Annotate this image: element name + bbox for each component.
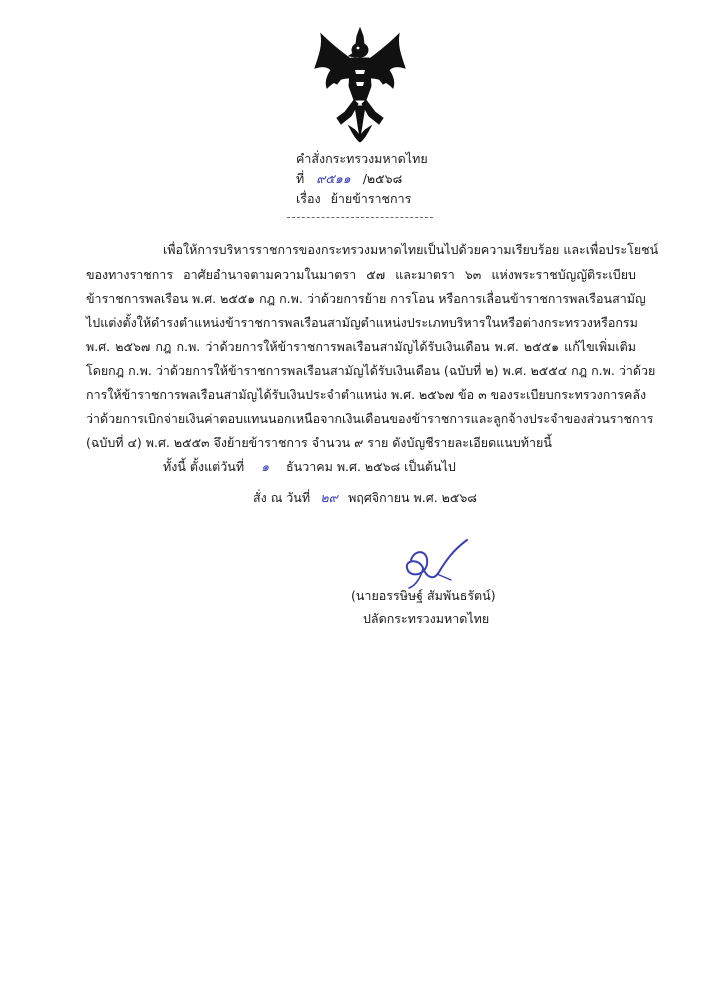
garuda-emblem-icon xyxy=(311,26,409,144)
body-line: พ.ศ. ๒๕๖๗ กฎ ก.พ. ว่าด้วยการให้ข้าราชการพลเรือนสามัญได้รับเงินเดือน พ.ศ. ๒๕๕๑ แก้ไขเพิ่มเติม xyxy=(86,339,636,354)
effective-suffix: ธันวาคม พ.ศ. ๒๕๖๘ เป็นต้นไป xyxy=(286,459,456,474)
body-line: (ฉบับที่ ๔) พ.ศ. ๒๕๕๓ จึงย้ายข้าราชการ จำนวน ๙ ราย ดังบัญชีรายละเอียดแนบท้ายนี้ xyxy=(86,435,552,450)
header-divider xyxy=(287,217,433,218)
order-number-prefix: ที่ xyxy=(296,171,305,186)
effective-date-line xyxy=(163,458,456,475)
order-title: คำสั่งกระทรวงมหาดไทย xyxy=(296,151,428,166)
order-number-suffix: /๒๕๖๘ xyxy=(362,171,403,186)
body-line: ว่าด้วยการเบิกจ่ายเงินค่าตอบแทนนอกเหนือจากเงินเดือนของข้าราชการและลูกจ้างประจำของส่วนราชการ xyxy=(86,411,654,426)
subject-label: เรื่อง xyxy=(296,191,321,206)
subject-text: ย้ายข้าราชการ xyxy=(330,191,412,206)
signature-image xyxy=(393,538,473,590)
order-number-line xyxy=(296,171,402,187)
body-line: โดยกฎ ก.พ. ว่าด้วยการให้ข้าราชการพลเรือนสามัญได้รับเงินเดือน (ฉบับที่ ๒) พ.ศ. ๒๕๕๔ กฎ ก.พ. ว่าด้วย xyxy=(86,363,656,378)
body-line: ของทางราชการ อาศัยอำนาจตามความในมาตรา ๕๗ และมาตรา ๖๓ แห่งพระราชบัญญัติระเบียบ xyxy=(86,267,636,282)
effective-day-handwritten: ๑ xyxy=(261,459,270,474)
body-line: เพื่อให้การบริหารราชการของกระทรวงมหาดไทยเป็นไปด้วยความเรียบร้อย และเพื่อประโยชน์ xyxy=(163,242,659,257)
subject-line xyxy=(296,191,411,207)
signatory-name: (นายอรรษิษฐ์ สัมพันธรัตน์) xyxy=(351,588,496,603)
body-line: ไปแต่งตั้งให้ดำรงตำแหน่งข้าราชการพลเรือนสามัญตำแหน่งประเภทบริหารในหรือต่างกระทรวงหรือกรม xyxy=(86,315,638,330)
body-line: การให้ข้าราชการพลเรือนสามัญได้รับเงินประจำตำแหน่ง พ.ศ. ๒๕๖๗ ข้อ ๓ ของระเบียบกระทรวงการคลัง xyxy=(86,387,647,402)
ordered-suffix: พฤศจิกายน พ.ศ. ๒๕๖๘ xyxy=(348,490,477,505)
ordered-day-handwritten: ๒๙ xyxy=(320,490,338,505)
order-date-line xyxy=(253,489,477,506)
order-number-handwritten: ๙๕๑๑ xyxy=(316,171,351,186)
ordered-prefix: สั่ง ณ วันที่ xyxy=(253,490,311,505)
signatory-position: ปลัดกระทรวงมหาดไทย xyxy=(363,611,490,626)
body-line: ข้าราชการพลเรือน พ.ศ. ๒๕๕๑ กฎ ก.พ. ว่าด้วยการย้าย การโอน หรือการเลื่อนข้าราชการพลเรือนสามัญ xyxy=(86,291,646,306)
effective-prefix: ทั้งนี้ ตั้งแต่วันที่ xyxy=(163,459,245,474)
